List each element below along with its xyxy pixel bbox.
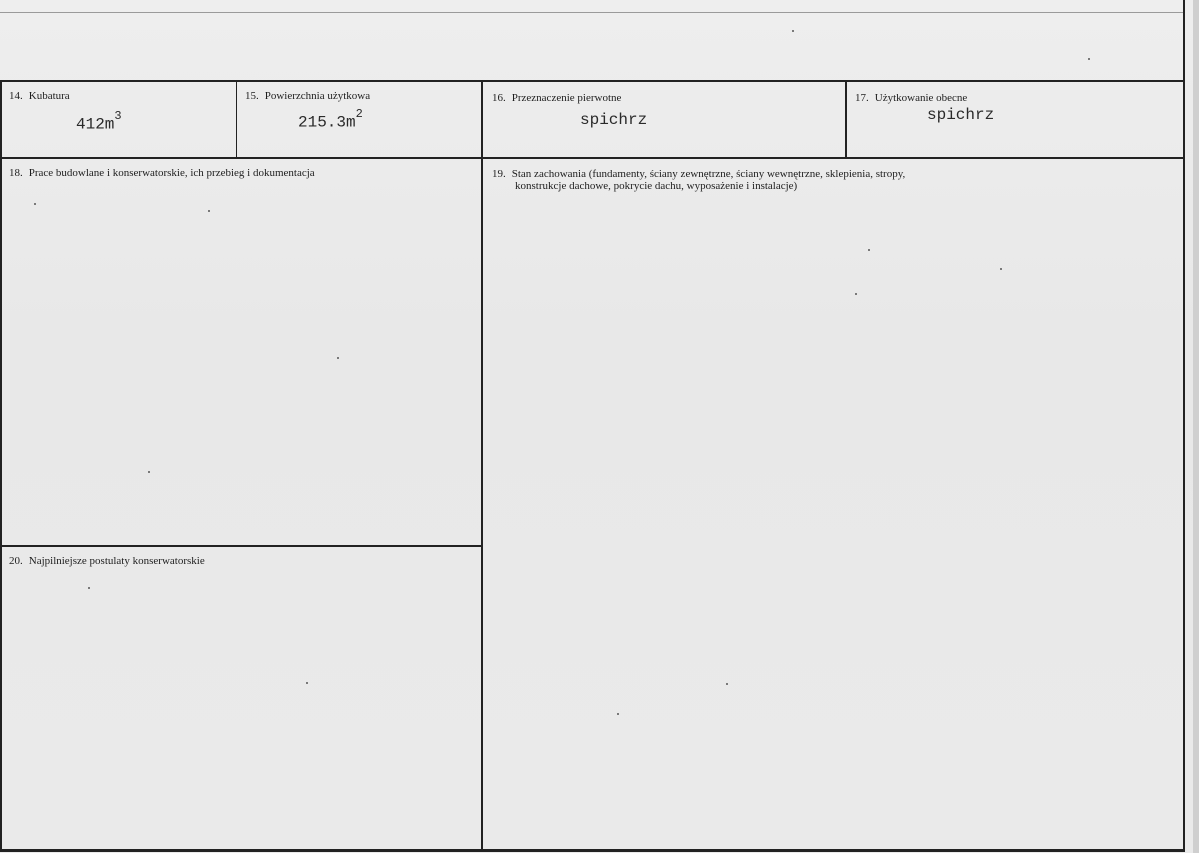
- field-16-value: [580, 111, 647, 129]
- scan-speck: [868, 249, 870, 251]
- row-rule-field20: [0, 545, 482, 547]
- field-15-label: [245, 90, 370, 102]
- field-14-number: 14.: [9, 90, 23, 102]
- scan-speck: [792, 30, 794, 32]
- top-faint-rule: [0, 12, 1185, 13]
- field-20-number: 20.: [9, 555, 23, 567]
- scan-speck: [34, 203, 36, 205]
- field-18-label: [9, 167, 315, 179]
- row-rule-bottom: [0, 849, 1185, 852]
- field-14-exponent: 3: [114, 109, 122, 123]
- col-rule-center: [481, 80, 483, 852]
- field-19-title-line1: Stan zachowania (fundamenty, ściany zewnętrzne, ściany wewnętrzne, sklepienia, stropy,: [511, 168, 906, 180]
- field-20-title: Najpilniejsze postulaty konserwatorskie: [28, 555, 205, 567]
- col-rule-right: [1183, 0, 1185, 852]
- field-14-title: Kubatura: [28, 90, 70, 102]
- field-16-title: Przeznaczenie pierwotne: [511, 92, 622, 104]
- field-16-value-text: spichrz: [580, 111, 648, 129]
- field-15-exponent: 2: [355, 107, 363, 121]
- field-15-value-text: 215.3m: [298, 113, 356, 132]
- scan-speck: [148, 471, 150, 473]
- scan-speck: [88, 587, 90, 589]
- field-15-title: Powierzchnia użytkowa: [264, 90, 371, 102]
- col-rule-14-15: [236, 80, 237, 158]
- col-rule-left: [0, 80, 2, 852]
- field-17-label: [855, 92, 967, 104]
- field-19-title-line2: konstrukcje dachowe, pokrycie dachu, wyposażenie i instalacje): [515, 180, 798, 192]
- scan-speck: [617, 713, 619, 715]
- scan-speck: [306, 682, 308, 684]
- field-17-value: [927, 106, 994, 124]
- field-15-value: [298, 107, 363, 132]
- scan-speck: [208, 210, 210, 212]
- scan-speck: [337, 357, 339, 359]
- field-15-number: 15.: [245, 90, 259, 102]
- field-16-number: 16.: [492, 92, 506, 104]
- field-17-title: Użytkowanie obecne: [874, 92, 968, 104]
- field-14-label: [9, 90, 70, 102]
- scan-speck: [855, 293, 857, 295]
- field-14-value-text: 412m: [76, 115, 115, 134]
- field-16-label: [492, 92, 621, 104]
- field-20-label: [9, 555, 205, 567]
- field-14-value: [76, 109, 122, 134]
- scan-speck: [726, 683, 728, 685]
- scan-speck: [1000, 268, 1002, 270]
- scan-edge: [1193, 0, 1199, 853]
- field-18-number: 18.: [9, 167, 23, 179]
- field-19-label-line2: [515, 180, 797, 192]
- field-17-number: 17.: [855, 92, 869, 104]
- row-rule-middle: [0, 157, 1185, 159]
- field-19-label: [492, 168, 905, 180]
- field-18-title: Prace budowlane i konserwatorskie, ich przebieg i dokumentacja: [28, 167, 315, 179]
- field-19-number: 19.: [492, 168, 506, 180]
- field-17-value-text: spichrz: [927, 106, 995, 124]
- col-rule-16-17: [845, 80, 847, 158]
- row-rule-top: [0, 80, 1185, 82]
- scan-speck: [1088, 58, 1090, 60]
